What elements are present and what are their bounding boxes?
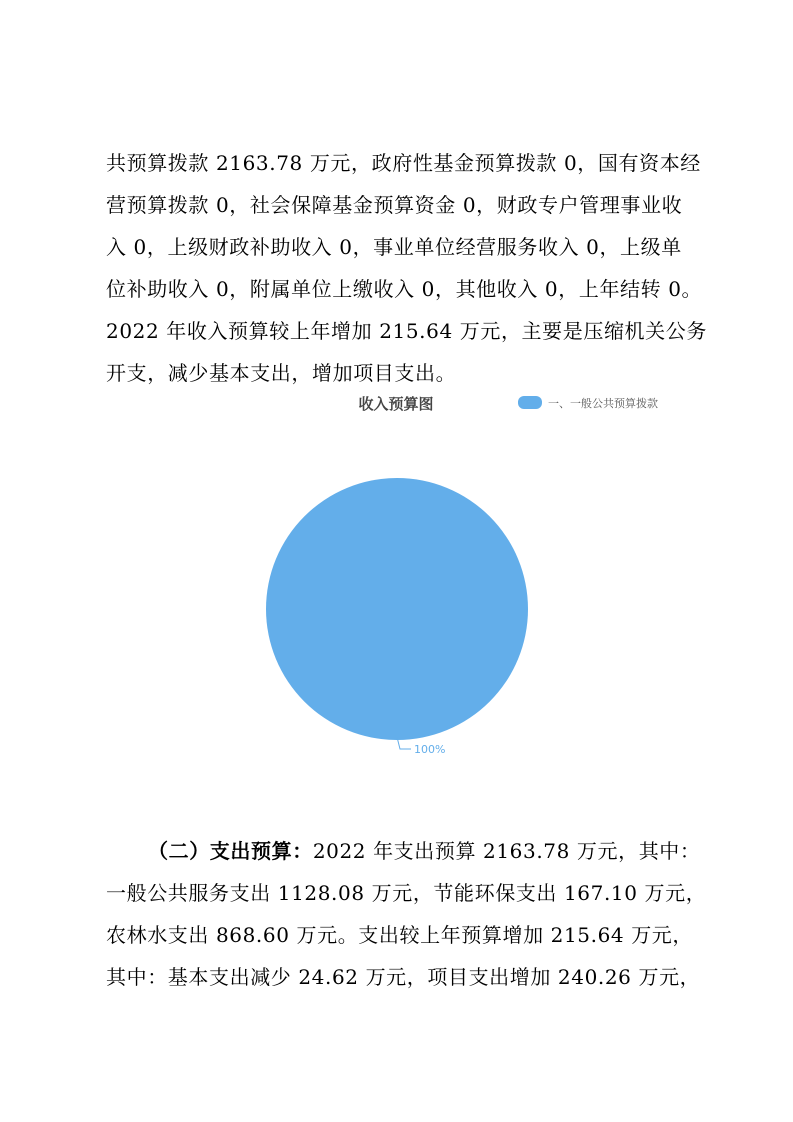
text-line: 农林水支出 868.60 万元。支出较上年预算增加 215.64 万元， — [106, 923, 693, 947]
pie-slice[interactable] — [266, 478, 528, 740]
text-line: 共预算拨款 2163.78 万元，政府性基金预算拨款 0，国有资本经 — [106, 151, 701, 175]
section-heading: （二）支出预算： — [148, 839, 313, 863]
expenditure-paragraph — [106, 830, 707, 998]
data-label: 100% — [414, 743, 446, 756]
legend-label[interactable]: 一、一般公共预算拨款 — [548, 397, 658, 410]
pie-chart-svg — [260, 390, 720, 770]
text-line: 开支，减少基本支出，增加项目支出。 — [106, 361, 457, 385]
income-budget-pie-chart — [260, 390, 720, 770]
chart-title: 收入预算图 — [358, 395, 434, 413]
text-line: 一般公共服务支出 1128.08 万元，节能环保支出 167.10 万元， — [106, 881, 707, 905]
text-line-rest: 2022 年支出预算 2163.78 万元，其中： — [312, 839, 701, 863]
legend-swatch[interactable] — [518, 396, 542, 409]
text-line — [106, 830, 701, 872]
text-line: 2022 年收入预算较上年增加 215.64 万元，主要是压缩机关公务 — [106, 319, 707, 343]
income-paragraph — [106, 142, 707, 394]
pie-slices — [266, 478, 528, 740]
text-line: 营预算拨款 0，社会保障基金预算资金 0，财政专户管理事业收 — [106, 193, 683, 217]
text-line: 其中：基本支出减少 24.62 万元，项目支出增加 240.26 万元， — [106, 965, 701, 989]
text-line: 入 0，上级财政补助收入 0，事业单位经营服务收入 0，上级单 — [106, 235, 682, 259]
text-line: 位补助收入 0，附属单位上缴收入 0，其他收入 0，上年结转 0。 — [106, 277, 703, 301]
